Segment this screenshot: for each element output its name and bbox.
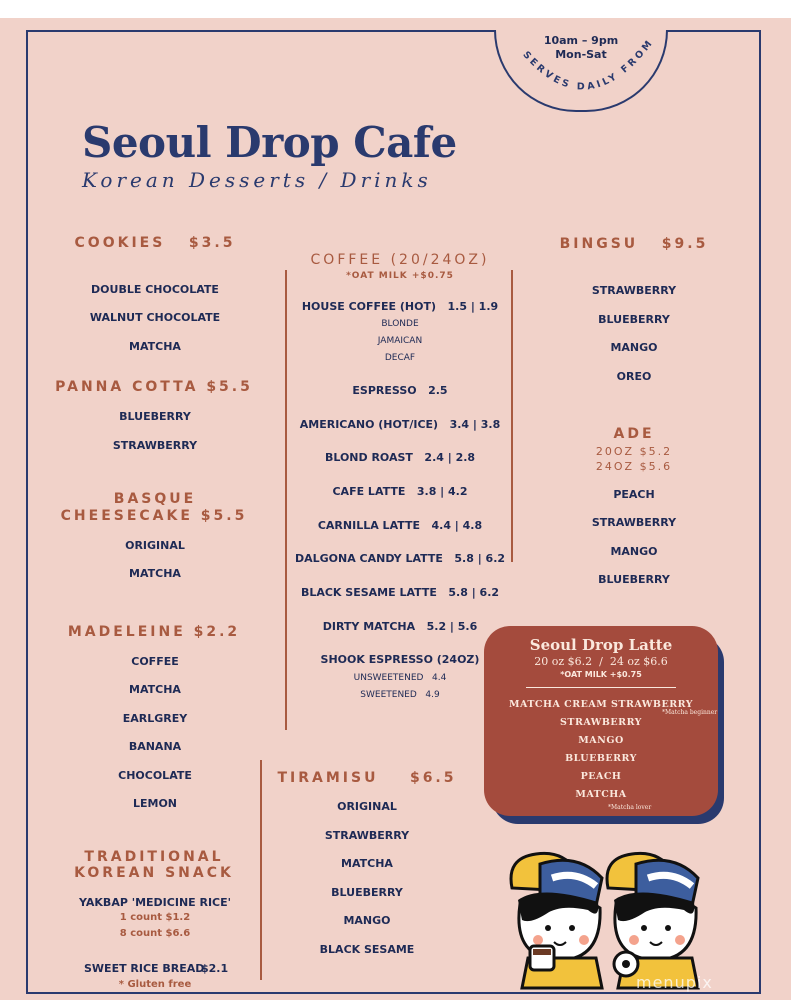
latte-item-label: MATCHA bbox=[575, 789, 627, 800]
list-item: COFFEE bbox=[131, 655, 179, 668]
ade-heading: ADE bbox=[613, 426, 655, 442]
korean-snack-heading-line2: KOREAN SNACK bbox=[74, 865, 234, 881]
arc-text-graphic bbox=[496, 30, 670, 112]
list-item: ORIGINAL bbox=[125, 539, 185, 552]
divider-left bbox=[285, 270, 287, 730]
latte-title: Seoul Drop Latte bbox=[529, 636, 673, 654]
list-item: MATCHA bbox=[129, 567, 181, 580]
list-item: WALNUT CHOCOLATE bbox=[89, 311, 221, 324]
latte-item-label: MATCHA CREAM STRAWBERRY bbox=[509, 699, 693, 710]
latte-item: MANGO bbox=[578, 735, 624, 746]
list-item: LEMON bbox=[132, 797, 178, 810]
list-item: BLUEBERRY bbox=[598, 313, 670, 326]
divider-right bbox=[511, 270, 513, 562]
mascot-illustration bbox=[500, 848, 730, 993]
latte-item bbox=[484, 786, 718, 811]
yakbap-item: YAKBAP 'MEDICINE RICE' bbox=[78, 896, 232, 909]
list-item: STRAWBERRY bbox=[591, 516, 677, 529]
madeleine-heading: MADELEINE $2.2 bbox=[67, 624, 241, 640]
bingsu-heading: BINGSU $9.5 bbox=[559, 236, 709, 252]
basque-heading-line2: CHEESECAKE $5.5 bbox=[60, 508, 248, 524]
list-item: CHOCOLATE bbox=[118, 769, 192, 782]
matcha-lover-tag: *Matcha lover bbox=[608, 804, 652, 811]
coffee-item: ESPRESSO 2.5 bbox=[352, 384, 448, 397]
basque-heading-line1: BASQUE bbox=[113, 491, 197, 507]
yakbap-price-1: 1 count $1.2 bbox=[119, 912, 191, 923]
matcha-beginner-tag: *Matcha beginner bbox=[662, 709, 718, 716]
shook-espresso-option: SWEETENED 4.9 bbox=[360, 690, 440, 700]
list-item: MANGO bbox=[610, 545, 658, 558]
days-text: Mon-Sat bbox=[555, 48, 607, 61]
list-item: BLACK SESAME bbox=[319, 943, 415, 956]
list-item: MANGO bbox=[343, 914, 391, 927]
panna-cotta-heading: PANNA COTTA $5.5 bbox=[55, 379, 253, 395]
latte-item bbox=[484, 696, 718, 714]
list-item: DOUBLE CHOCOLATE bbox=[91, 283, 219, 296]
list-item: MANGO bbox=[610, 341, 658, 354]
list-item: MATCHA bbox=[129, 340, 181, 353]
house-coffee-option: BLONDE bbox=[381, 319, 419, 329]
coffee-heading: COFFEE (20/24OZ) bbox=[310, 252, 490, 268]
list-item: ORIGINAL bbox=[337, 800, 397, 813]
gluten-free-note: * Gluten free bbox=[118, 979, 192, 990]
cookies-heading: COOKIES $3.5 bbox=[74, 235, 236, 251]
list-item: EARLGREY bbox=[122, 712, 188, 725]
mascot-left bbox=[511, 853, 602, 988]
list-item: PEACH bbox=[613, 488, 655, 501]
list-item: BLUEBERRY bbox=[598, 573, 670, 586]
latte-prices: 20 oz $6.2 / 24 oz $6.6 bbox=[534, 655, 668, 668]
hours-badge bbox=[494, 30, 668, 112]
menu-page bbox=[0, 18, 791, 1000]
sweet-rice-bread-item: SWEET RICE BREAD bbox=[84, 962, 205, 975]
list-item: BANANA bbox=[128, 740, 182, 753]
latte-divider bbox=[526, 687, 676, 688]
cafe-title: Seoul Drop Cafe bbox=[82, 118, 457, 167]
latte-oat-note: *OAT MILK +$0.75 bbox=[560, 670, 642, 679]
sweet-rice-bread-price: $2.1 bbox=[201, 962, 229, 975]
mascot-right bbox=[607, 853, 698, 988]
coffee-item: BLACK SESAME LATTE 5.8 | 6.2 bbox=[300, 586, 500, 599]
coffee-item: DALGONA CANDY LATTE 5.8 | 6.2 bbox=[294, 552, 506, 565]
latte-item: PEACH bbox=[580, 771, 622, 782]
house-coffee-item: HOUSE COFFEE (HOT) 1.5 | 1.9 bbox=[301, 300, 499, 313]
cafe-subtitle: Korean Desserts / Drinks bbox=[82, 168, 432, 192]
tiramisu-heading: TIRAMISU $6.5 bbox=[277, 770, 457, 786]
menupix-watermark: menupix bbox=[636, 973, 713, 992]
ade-price-24oz: 24OZ $5.6 bbox=[595, 460, 673, 473]
list-item: OREO bbox=[616, 370, 652, 383]
list-item: STRAWBERRY bbox=[324, 829, 410, 842]
coffee-item: BLOND ROAST 2.4 | 2.8 bbox=[324, 451, 476, 464]
list-item: STRAWBERRY bbox=[112, 439, 198, 452]
arc-text: SERVES DAILY FROM bbox=[520, 36, 657, 93]
shook-espresso-item: SHOOK ESPRESSO (24OZ) bbox=[320, 653, 480, 666]
seoul-drop-latte-box bbox=[484, 626, 718, 816]
shook-espresso-option: UNSWEETENED 4.4 bbox=[353, 673, 447, 683]
svg-text:SERVES DAILY FROM bbox=[520, 37, 656, 93]
list-item: MATCHA bbox=[129, 683, 181, 696]
list-item: BLUEBERRY bbox=[331, 886, 403, 899]
coffee-item: AMERICANO (HOT/ICE) 3.4 | 3.8 bbox=[299, 418, 501, 431]
list-item: MATCHA bbox=[341, 857, 393, 870]
oat-milk-note: *OAT MILK +$0.75 bbox=[346, 271, 454, 281]
ade-price-20oz: 20OZ $5.2 bbox=[595, 445, 673, 458]
latte-item: BLUEBERRY bbox=[565, 753, 637, 764]
house-coffee-option: DECAF bbox=[384, 353, 416, 363]
list-item: BLUEBERRY bbox=[119, 410, 191, 423]
yakbap-price-8: 8 count $6.6 bbox=[119, 928, 191, 939]
latte-item: STRAWBERRY bbox=[560, 717, 642, 728]
coffee-item: CARNILLA LATTE 4.4 | 4.8 bbox=[317, 519, 483, 532]
list-item: STRAWBERRY bbox=[591, 284, 677, 297]
hours-text: 10am – 9pm bbox=[543, 34, 619, 47]
house-coffee-option: JAMAICAN bbox=[377, 336, 423, 346]
korean-snack-heading-line1: TRADITIONAL bbox=[84, 849, 224, 865]
coffee-item: CAFE LATTE 3.8 | 4.2 bbox=[332, 485, 468, 498]
coffee-item: DIRTY MATCHA 5.2 | 5.6 bbox=[322, 620, 478, 633]
